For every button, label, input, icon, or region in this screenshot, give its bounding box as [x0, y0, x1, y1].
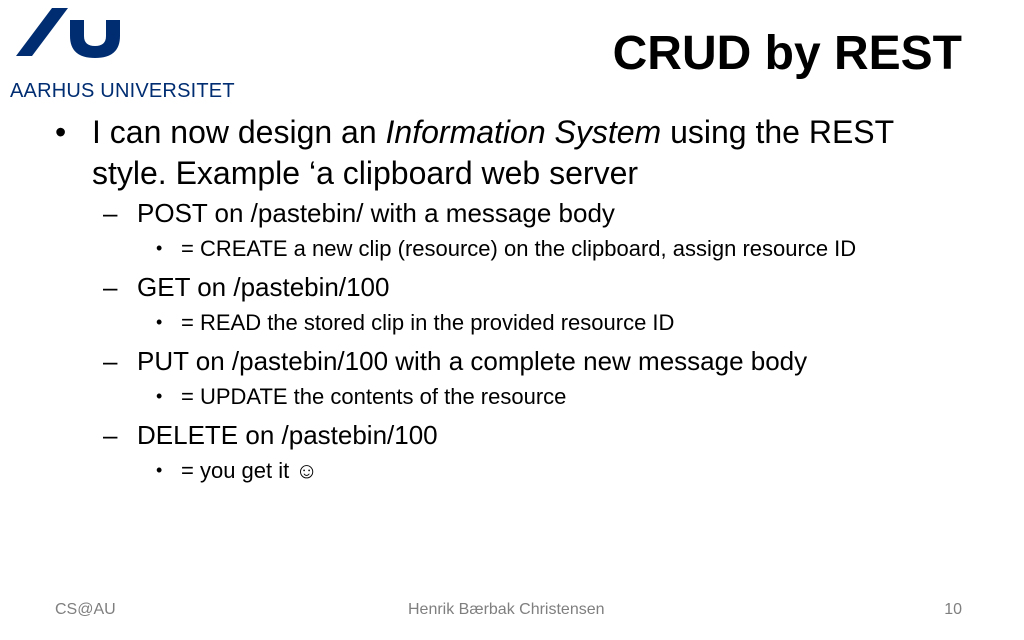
operation-delete: [0, 418, 1024, 452]
footer-author: Henrik Bærbak Christensen: [408, 601, 605, 618]
intro-bullet: [0, 112, 1024, 194]
page-number: 10: [944, 601, 962, 618]
operation-post-detail: [0, 234, 1024, 263]
slide-title: CRUD by REST: [612, 27, 962, 80]
operation-detail: = you get it ☺: [181, 458, 318, 483]
dash-marker: –: [103, 272, 118, 302]
university-logo: [10, 6, 250, 102]
intro-text-italic: Information System: [385, 114, 662, 150]
bullet-marker: •: [156, 460, 163, 480]
operation-detail: = CREATE a new clip (resource) on the clipboard, assign resource ID: [181, 236, 857, 261]
operation-post: [0, 196, 1024, 230]
university-name: AARHUS UNIVERSITET: [10, 80, 235, 102]
operation-label: POST on /pastebin/ with a message body: [137, 198, 615, 228]
slide-body: [0, 112, 1024, 492]
dash-marker: –: [103, 198, 118, 228]
dash-marker: –: [103, 420, 118, 450]
operation-label: PUT on /pastebin/100 with a complete new message body: [137, 346, 808, 376]
au-logo-icon: [14, 6, 124, 70]
operation-detail: = READ the stored clip in the provided resource ID: [181, 310, 675, 335]
bullet-marker: •: [55, 114, 67, 150]
operation-delete-detail: [0, 456, 1024, 485]
intro-text-after: using the REST style. Example ‘a clipboard web server: [92, 114, 894, 191]
operation-label: DELETE on /pastebin/100: [137, 420, 438, 450]
operation-detail: = UPDATE the contents of the resource: [181, 384, 567, 409]
intro-text-before: I can now design an: [92, 114, 386, 150]
operation-label: GET on /pastebin/100: [137, 272, 390, 302]
bullet-marker: •: [156, 386, 163, 406]
operation-get-detail: [0, 308, 1024, 337]
operation-put: [0, 344, 1024, 378]
bullet-marker: •: [156, 312, 163, 332]
operation-get: [0, 270, 1024, 304]
dash-marker: –: [103, 346, 118, 376]
footer-left: CS@AU: [55, 601, 116, 618]
bullet-marker: •: [156, 238, 163, 258]
operation-put-detail: [0, 382, 1024, 411]
